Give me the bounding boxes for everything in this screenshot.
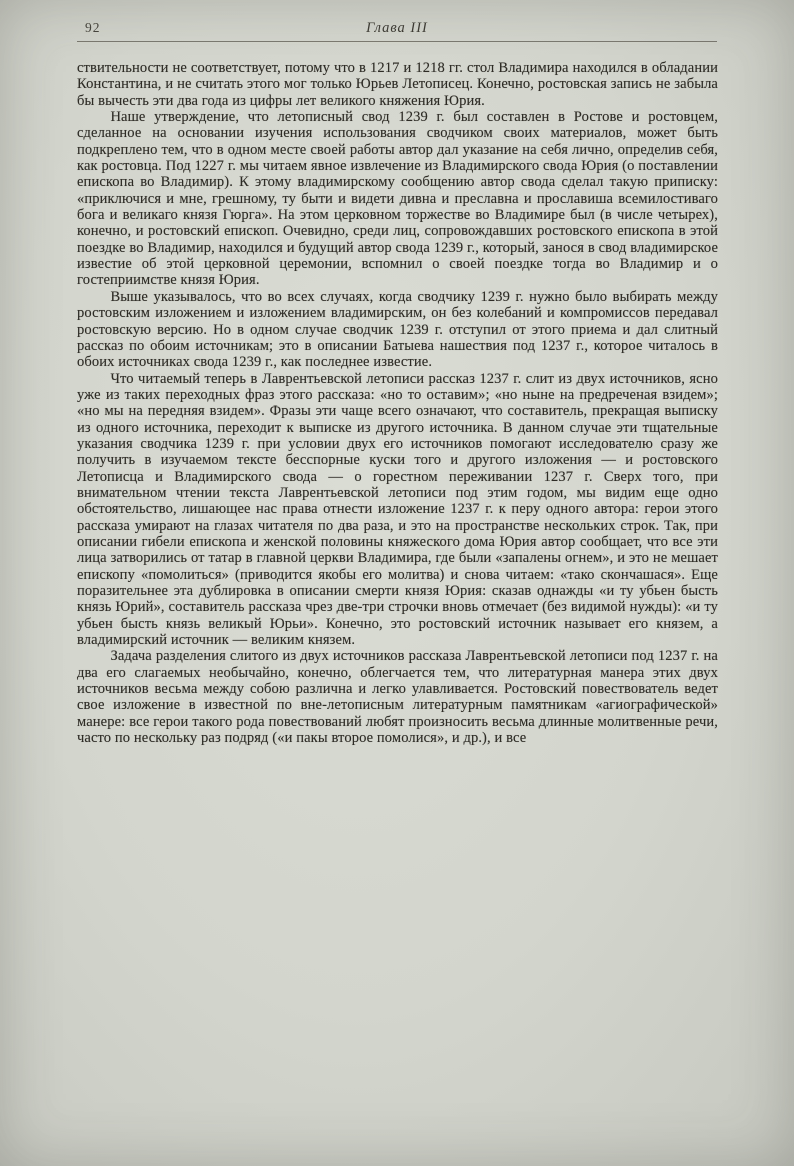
paragraph: Задача разделения слитого из двух источников рассказа Лаврентьевской летописи под 1237 г. на два его слагаемых необычайно, конечно, облегчается тем, что литературная манера этих двух источников весьма между собою различна и легко улавливается. Ростовский повествователь ведет свое изложение в известной по вне-летописным литературным памятникам «агиографической» манере: все герои такого рода повествований любят произносить весьма длинные молитвенные речи, часто по нескольку раз подряд («и пакы второе помолися», и др.), и все (77, 648, 718, 747)
paragraph: ствительности не соответствует, потому что в 1217 и 1218 гг. стол Владимира находился в обладании Константина, и не считать этого мог только Юрьев Летописец. Конечно, ростовская запись не забыла бы вычесть эти два года из цифры лет великого княжения Юрия. (77, 60, 718, 109)
paragraph: Наше утверждение, что летописный свод 1239 г. был составлен в Ростове и ростовцем, сделанное на основании изучения использования сводчиком своих материалов, может быть подкреплено тем, что в одном месте своей работы автор дал указание на себя лично, определив себя, как ростовца. Под 1227 г. мы читаем явное извлечение из Владимирского свода Юрия (о поставлении епископа во Владимир). К этому владимирскому сообщению автор свода сделал такую приписку: «приключися и мне, грешному, ту быти и видети дивна и преславна и прославиша всемилостиваго бога и великаго князя Гюрга». На этом церковном торжестве во Владимире был (в числе четырех), конечно, и ростовский епископ. Очевидно, среди лиц, сопровождавших ростовского епископа в этой поездке во Владимир, находился и будущий автор свода 1239 г., который, занося в свод владимирское известие об этой церковной церемонии, вспомнил о своей поездке тогда во Владимир и о гостеприимстве князя Юрия. (77, 109, 718, 289)
chapter-running-title: Глава III (366, 20, 428, 36)
body-text (77, 60, 718, 746)
paragraph: Что читаемый теперь в Лаврентьевской летописи рассказ 1237 г. слит из двух источников, ясно уже из таких переходных фраз этого рассказа: «но то оставим»; «но ныне на предреченая взидем»; «но мы на передняя взидем». Фразы эти чаще всего означают, что составитель, прекращая выписку из одного источника, переходит к выписке из другого источника. В данном случае эти тщательные указания сводчика 1239 г. при условии двух его источников помогают исследователю сразу же получить в изучаемом тексте бесспорные куски того и другого изложения — и ростовского Летописца и Владимирского свода — о горестном переживании 1237 г. Сверх того, при внимательном чтении текста Лаврентьевской летописи под этим годом, мы видим еще одно обстоятельство, лишающее нас права отнести изложение 1237 г. к перу одного автора: герои этого рассказа умирают на глазах читателя по два раза, и это на пространстве нескольких строк. Так, при описании гибели епископа и женской половины княжеского дома Юрия автор сообщает, что все эти лица затворились от татар в главной церкви Владимира, где были «запалены огнем», и это не мешает епископу «помолиться» (приводится якобы его молитва) и снова читаем: «тако скончашася». Еще поразительнее эта дублировка в описании смерти князя Юрия: сказав однажды «и ту убьен бысть князь Юрий», составитель рассказа чрез две-три строчки вновь отмечает (без видимой нужды): «и ту убьен бысть князь великый Юрьи». Конечно, это ростовский источник называет его князем, а владимирский источник — великим князем. (77, 370, 718, 649)
running-head (77, 20, 717, 40)
paragraph: Выше указывалось, что во всех случаях, когда сводчику 1239 г. нужно было выбирать между ростовским изложением и изложением владимирским, он без колебаний и компромиссов передавал ростовскую версию. Но в одном случае сводчик 1239 г. отступил от этого приема и дал слитный рассказ по обоим источникам; это в описании Батыева нашествия под 1237 г., которое читалось в обоих источниках свода 1239 г., как последнее известие. (77, 288, 718, 371)
page-number: 92 (85, 20, 101, 35)
header-rule (77, 41, 717, 42)
